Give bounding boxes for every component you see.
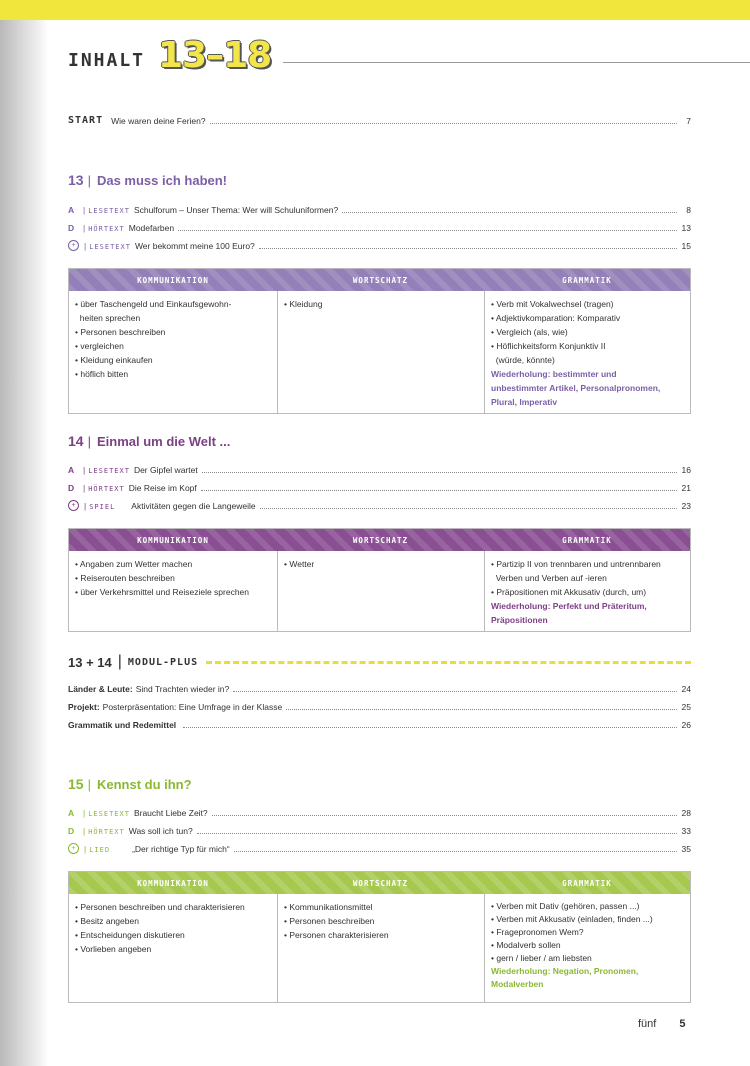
list-item: • Präpositionen mit Akkusativ (durch, um) — [491, 587, 647, 597]
start-text: Wie waren deine Ferien? — [111, 116, 206, 126]
modul-number: 13 + 14 — [68, 654, 112, 670]
list-item: • Personen charakterisieren — [284, 930, 389, 940]
plus-circle-icon: + — [68, 843, 79, 854]
page-number-footer: 5 — [679, 1018, 686, 1030]
page-number: 21 — [681, 483, 691, 493]
start-row[interactable] — [68, 112, 691, 126]
section-kind: LIED — [89, 846, 111, 854]
toc-row[interactable]: A | LESETEXT Der Gipfel wartet 16 — [68, 465, 691, 475]
list-item: • Personen beschreiben — [75, 327, 166, 337]
list-item: • Besitz angeben — [75, 916, 139, 926]
section-kind: HÖRTEXT — [88, 485, 125, 493]
dot-leader — [259, 248, 677, 249]
toc-row[interactable]: + | SPIEL Aktivitäten gegen die Langeweile 23 — [68, 497, 691, 511]
toc-row[interactable]: D | HÖRTEXT Modefarben 13 — [68, 223, 691, 233]
section-text: Posterpräsentation: Eine Umfrage in der Klasse — [102, 702, 283, 712]
dot-leader — [183, 727, 677, 728]
toc-row[interactable]: A | LESETEXT Schulforum – Unser Thema: Wer will Schuluniformen? 8 — [68, 205, 691, 215]
page-number: 35 — [681, 844, 691, 854]
page-number: 33 — [681, 826, 691, 836]
list-item: • gern / lieber / am liebsten — [491, 953, 592, 963]
col-kommunikation — [69, 894, 277, 1002]
section-kind: HÖRTEXT — [88, 828, 125, 836]
page-number: 7 — [686, 116, 691, 126]
chapter-title: Das muss ich haben! — [96, 173, 228, 188]
list-item: • höflich bitten — [75, 369, 129, 379]
col-grammatik — [484, 894, 690, 1002]
wiederholung-line: Wiederholung: Negation, Pronomen, — [491, 966, 639, 976]
col-kommunikation — [69, 291, 277, 413]
list-item: • Entscheidungen diskutieren — [75, 930, 185, 940]
page-number: 13 — [681, 223, 691, 233]
list-item: heiten sprechen — [79, 313, 141, 323]
page-number: 26 — [681, 720, 691, 730]
section-kind: HÖRTEXT — [88, 225, 125, 233]
list-item: • Verben mit Dativ (gehören, passen ...) — [491, 901, 640, 911]
chapter-number: 15 — [68, 776, 84, 792]
start-label: START — [68, 115, 104, 126]
page-number: 16 — [681, 465, 691, 475]
head-wortschatz: WORTSCHATZ — [352, 535, 409, 545]
dot-leader — [342, 212, 677, 213]
section-text: Wer bekommt meine 100 Euro? — [134, 241, 255, 251]
wiederholung-line: Wiederholung: Perfekt und Präteritum, — [491, 601, 647, 611]
page-word: fünf — [638, 1018, 657, 1030]
page-number: 25 — [681, 702, 691, 712]
list-item: • Kleidung — [284, 299, 323, 309]
plus-circle-icon: + — [68, 500, 79, 511]
dot-leader — [286, 709, 677, 710]
section-tag: A — [68, 465, 75, 475]
section-tag: D — [68, 223, 75, 233]
section-text: Braucht Liebe Zeit? — [133, 808, 208, 818]
page-title: INHALT — [68, 50, 146, 71]
col-wortschatz — [277, 291, 484, 413]
chapter-14-heading: 14 | Einmal um die Welt ... — [68, 433, 231, 449]
section-text: Die Reise im Kopf — [128, 483, 197, 493]
dot-leader — [202, 472, 677, 473]
list-item: • Verben mit Akkusativ (einladen, finden ...) — [491, 914, 653, 924]
page-binding-shadow — [0, 20, 48, 1066]
page-number: 23 — [681, 501, 691, 511]
section-text: Modefarben — [128, 223, 175, 233]
toc-row[interactable]: A | LESETEXT Braucht Liebe Zeit? 28 — [68, 808, 691, 818]
chapter-title: Einmal um die Welt ... — [96, 434, 231, 449]
col-kommunikation — [69, 551, 277, 631]
chapter-14-grid — [68, 528, 691, 632]
chapter-number: 14 — [68, 433, 84, 449]
section-tag: D — [68, 826, 75, 836]
yellow-dashed-rule — [206, 661, 691, 664]
toc-row[interactable] — [68, 680, 691, 694]
toc-row[interactable] — [68, 716, 691, 730]
head-kommunikation: KOMMUNIKATION — [137, 535, 209, 545]
row-bold-label: Grammatik und Redemittel — [68, 720, 177, 730]
list-item: • Vergleich (als, wie) — [491, 327, 568, 337]
chapter-number: 13 — [68, 172, 84, 188]
col-wortschatz — [277, 551, 484, 631]
list-item: Verben und Verben auf -ieren — [495, 573, 607, 583]
modul-label: MODUL-PLUS — [127, 656, 199, 668]
list-item: • Verb mit Vokalwechsel (tragen) — [491, 299, 614, 309]
wiederholung-line: Plural, Imperativ — [491, 397, 558, 407]
list-item: • Kommunikationsmittel — [284, 902, 373, 912]
page-footer — [638, 1018, 686, 1030]
list-item: • über Verkehrsmittel und Reiseziele sprechen — [75, 587, 250, 597]
section-kind: LESETEXT — [88, 467, 130, 475]
head-grammatik: GRAMMATIK — [562, 878, 612, 888]
modul-plus-heading: 13 + 14 | MODUL-PLUS — [68, 653, 691, 671]
title-rule — [283, 62, 750, 63]
section-text: Schulforum – Unser Thema: Wer will Schuluniformen? — [133, 205, 339, 215]
section-tag: D — [68, 483, 75, 493]
page-number: 15 — [681, 241, 691, 251]
list-item: • Partizip II von trennbaren und untrennbaren — [491, 559, 661, 569]
toc-row[interactable]: D | HÖRTEXT Was soll ich tun? 33 — [68, 826, 691, 836]
list-item: (würde, könnte) — [495, 355, 555, 365]
page-number: 24 — [681, 684, 691, 694]
section-text: Was soll ich tun? — [128, 826, 193, 836]
page-number: 8 — [686, 205, 691, 215]
wiederholung-line: Präpositionen — [491, 615, 548, 625]
dot-leader — [197, 833, 677, 834]
chapter-title: Kennst du ihn? — [96, 777, 192, 792]
list-item: • Adjektivkomparation: Komparativ — [491, 313, 621, 323]
list-item: • Reiserouten beschreiben — [75, 573, 175, 583]
chapter-13-grid — [68, 268, 691, 414]
list-item: • Höflichkeitsform Konjunktiv II — [491, 341, 606, 351]
col-grammatik — [484, 291, 690, 413]
list-item: • Wetter — [284, 559, 315, 569]
row-bold-label: Länder & Leute: — [68, 684, 133, 694]
dot-leader — [260, 508, 677, 509]
head-grammatik: GRAMMATIK — [562, 275, 612, 285]
head-kommunikation: KOMMUNIKATION — [137, 275, 209, 285]
section-text: Der Gipfel wartet — [133, 465, 198, 475]
toc-row[interactable]: + | LESETEXT Wer bekommt meine 100 Euro? 15 — [68, 237, 691, 251]
grid-header — [69, 529, 690, 551]
row-bold-label: Projekt: — [68, 702, 100, 712]
section-tag: A — [68, 205, 75, 215]
list-item: • Angaben zum Wetter machen — [75, 559, 193, 569]
head-wortschatz: WORTSCHATZ — [352, 275, 409, 285]
dot-leader — [233, 691, 677, 692]
dot-leader — [234, 851, 677, 852]
chapter-15-heading: 15 | Kennst du ihn? — [68, 776, 192, 792]
chapter-13-heading: 13 | Das muss ich haben! — [68, 172, 228, 188]
contents-page — [48, 20, 750, 1066]
col-grammatik — [484, 551, 690, 631]
toc-row[interactable]: D | HÖRTEXT Die Reise im Kopf 21 — [68, 483, 691, 493]
list-item: • Personen beschreiben und charakterisieren — [75, 902, 245, 912]
head-grammatik: GRAMMATIK — [562, 535, 612, 545]
list-item: • Kleidung einkaufen — [75, 355, 153, 365]
section-kind: LESETEXT — [88, 207, 130, 215]
wiederholung-line: unbestimmter Artikel, Personalpronomen, — [491, 383, 661, 393]
section-kind: LESETEXT — [88, 810, 130, 818]
dot-leader — [201, 490, 677, 491]
section-tag: A — [68, 808, 75, 818]
head-wortschatz: WORTSCHATZ — [352, 878, 409, 888]
section-text: Sind Trachten wieder in? — [135, 684, 230, 694]
head-kommunikation: KOMMUNIKATION — [137, 878, 209, 888]
list-item: • Personen beschreiben — [284, 916, 375, 926]
list-item: • Modalverb sollen — [491, 940, 561, 950]
list-item: • vergleichen — [75, 341, 124, 351]
list-item: • Fragepronomen Wem? — [491, 927, 584, 937]
grid-header — [69, 269, 690, 291]
dot-leader — [210, 123, 677, 124]
toc-row[interactable] — [68, 698, 691, 712]
dot-leader — [178, 230, 677, 231]
list-item: • über Taschengeld und Einkaufsgewohn- — [75, 299, 232, 309]
section-kind: SPIEL — [89, 503, 116, 511]
section-text: Aktivitäten gegen die Langeweile — [131, 501, 256, 511]
grid-header — [69, 872, 690, 894]
page-number: 28 — [681, 808, 691, 818]
col-wortschatz — [277, 894, 484, 1002]
list-item: • Vorlieben angeben — [75, 944, 152, 954]
section-kind: LESETEXT — [89, 243, 131, 251]
top-color-bar — [0, 0, 750, 20]
chapter-range: 13–18 — [158, 35, 272, 76]
wiederholung-line: Modalverben — [491, 979, 544, 989]
dot-leader — [212, 815, 677, 816]
section-text: „Der richtige Typ für mich“ — [132, 844, 230, 854]
wiederholung-line: Wiederholung: bestimmter und — [491, 369, 617, 379]
plus-circle-icon: + — [68, 240, 79, 251]
toc-row[interactable]: + | LIED „Der richtige Typ für mich“ 35 — [68, 840, 691, 854]
chapter-15-grid — [68, 871, 691, 1003]
